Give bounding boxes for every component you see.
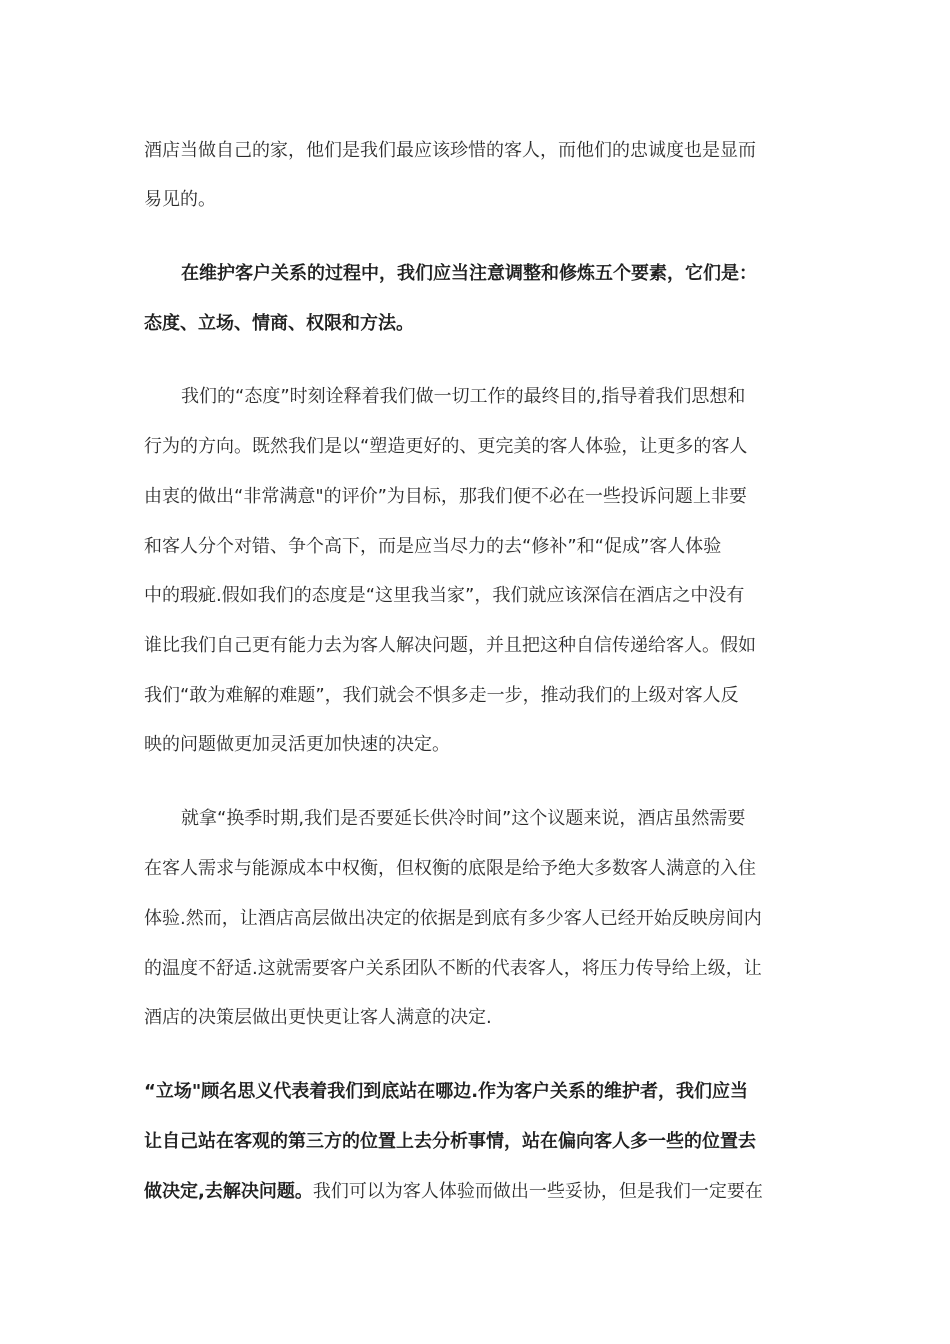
paragraph-4-line-1: 就拿“换季时期,我们是否要延长供冷时间”这个议题来说，酒店虽然需要 (181, 808, 746, 829)
paragraph-1-line-1: 酒店当做自己的家，他们是我们最应该珍惜的客人，而他们的忠诚度也是显而 (144, 140, 756, 161)
paragraph-4-line-4: 的温度不舒适.这就需要客户关系团队不断的代表客人，将压力传导给上级，让 (144, 958, 762, 979)
paragraph-3-line-2: 行为的方向。既然我们是以“塑造更好的、更完美的客人体验，让更多的客人 (144, 436, 748, 457)
paragraph-5-line-3-rest: 我们可以为客人体验而做出一些妥协，但是我们一定要在 (312, 1181, 763, 1202)
paragraph-3-line-8: 映的问题做更加灵活更加快速的决定。 (144, 734, 450, 755)
paragraph-5-line-2: 让自己站在客观的第三方的位置上去分析事情，站在偏向客人多一些的位置去 (144, 1131, 756, 1152)
paragraph-3-line-4: 和客人分个对错、争个高下，而是应当尽力的去“修补”和“促成”客人体验 (144, 536, 722, 557)
paragraph-5-line-1: “立场"顾名思义代表着我们到底站在哪边.作为客户关系的维护者，我们应当 (144, 1081, 749, 1102)
paragraph-5-line-3 (144, 1178, 806, 1206)
paragraph-5-line-3-bold: 做决定,去解决问题。 (144, 1181, 313, 1202)
paragraph-1-line-2: 易见的。 (144, 189, 216, 210)
paragraph-3-line-6: 谁比我们自己更有能力去为客人解决问题，并且把这种自信传递给客人。假如 (144, 635, 756, 656)
paragraph-4-line-3: 体验.然而，让酒店高层做出决定的依据是到底有多少客人已经开始反映房间内 (144, 908, 762, 929)
paragraph-3-line-1: 我们的“态度”时刻诠释着我们做一切工作的最终目的,指导着我们思想和 (181, 386, 746, 407)
paragraph-3-line-7: 我们“敢为难解的难题”，我们就会不惧多走一步，推动我们的上级对客人反 (144, 685, 739, 706)
paragraph-2-line-2: 态度、立场、情商、权限和方法。 (144, 313, 414, 334)
paragraph-2-line-1: 在维护客户关系的过程中，我们应当注意调整和修炼五个要素，它们是： (181, 263, 757, 284)
paragraph-3-line-5: 中的瑕疵.假如我们的态度是“这里我当家”，我们就应该深信在酒店之中没有 (144, 585, 745, 606)
paragraph-3-line-3: 由衷的做出“非常满意"的评价”为目标，那我们便不必在一些投诉问题上非要 (144, 486, 747, 507)
paragraph-4-line-2: 在客人需求与能源成本中权衡，但权衡的底限是给予绝大多数客人满意的入住 (144, 858, 756, 879)
paragraph-4-line-5: 酒店的决策层做出更快更让客人满意的决定. (144, 1007, 492, 1028)
